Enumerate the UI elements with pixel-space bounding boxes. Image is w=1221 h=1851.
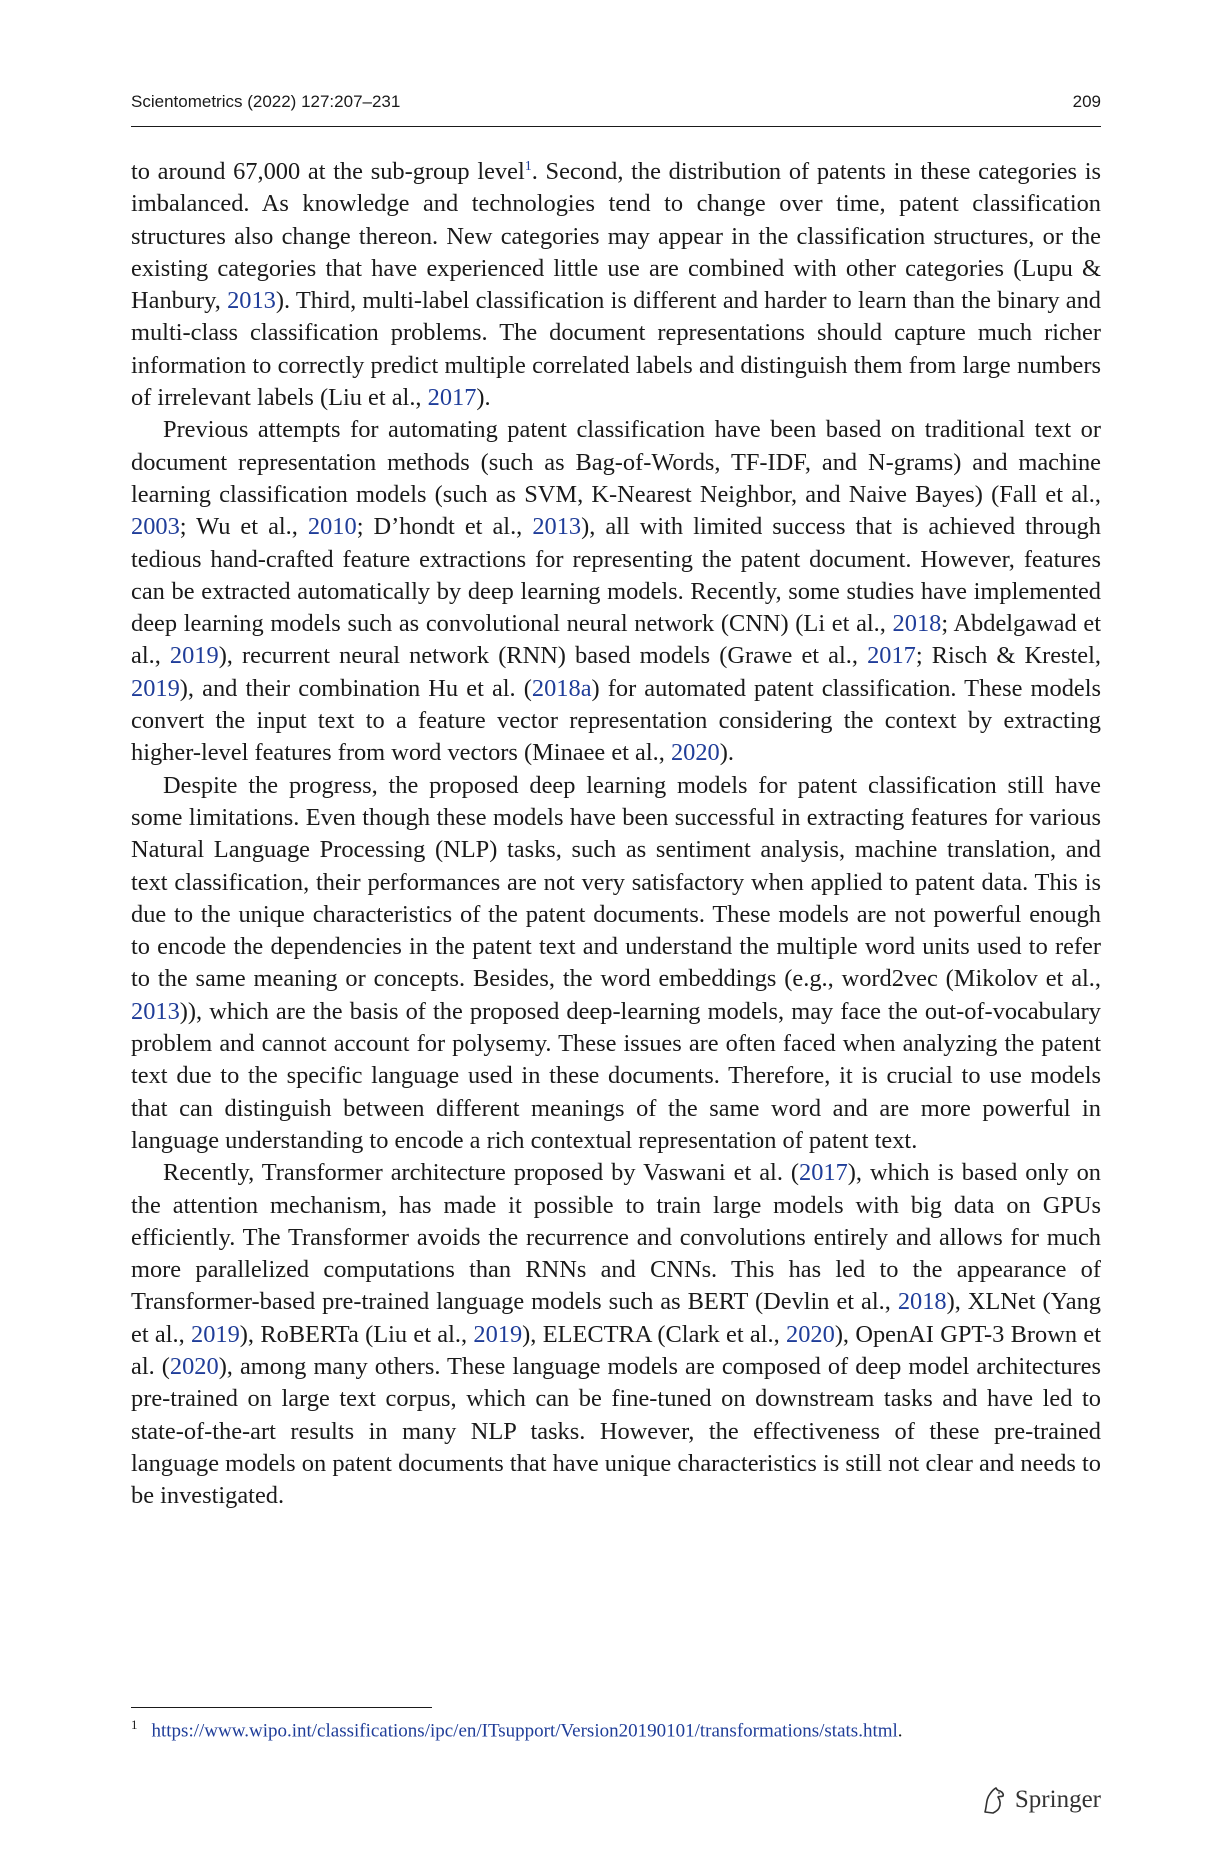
citation-link[interactable]: 2017 xyxy=(799,1159,848,1187)
citation-link[interactable]: 2020 xyxy=(670,739,720,767)
text-run: )), which are the basis of the proposed deep-learning models, may face the out-of-vocabulary problem and cannot account for polysemy. These issues are often faced when analyzing the patent text due to the specific language used in these documents. Therefore, it is crucial to use models that can distinguish between different meanings of the same word and are more powerful in language understanding to encode a rich contextual representation of patent text. xyxy=(131,997,1101,1154)
header-rule xyxy=(131,126,1101,127)
citation-link[interactable]: 2003 xyxy=(131,513,180,541)
text-run: ), OpenAI GPT-3 Brown et al. ( xyxy=(131,1320,1101,1380)
body-paragraph xyxy=(131,770,1101,1158)
citation-link[interactable]: 2013 xyxy=(131,997,180,1025)
footnote xyxy=(131,1713,1101,1743)
text-run: ), XLNet (Yang et al., xyxy=(131,1288,1102,1348)
text-run: . Second, the distribution of patents in these categories is imbalanced. As knowledge and technologies tend to change over time, patent classification structures also change thereon. New categories may appear in the classification structures, or the existing categories that have experienced little use are combined with other categories (Lupu & Hanbury, xyxy=(131,158,1101,315)
body-paragraph xyxy=(131,1157,1101,1512)
citation-link[interactable]: 2019 xyxy=(473,1320,523,1348)
text-run: Despite the progress, the proposed deep learning models for patent classification still have some limitations. Even though these models have been successful in extracting features for various Natural Language Processing (NLP) tasks, such as sentiment analysis, machine translation, and text classification, their performances are not very satisfactory when applied to patent data. This is due to the unique characteristics of the patent documents. These models are not powerful enough to encode the dependencies in the patent text and understand the multiple word units used to refer to the same meaning or concepts. Besides, the word embeddings (e.g., word2vec (Mikolov et al., xyxy=(131,771,1101,993)
citation-link[interactable]: 2019 xyxy=(169,642,219,670)
citation-link[interactable]: 2020 xyxy=(169,1352,219,1380)
article-body xyxy=(131,156,1101,1512)
text-run: Recently, Transformer architecture proposed by Vaswani et al. ( xyxy=(163,1159,800,1187)
body-paragraph xyxy=(131,414,1101,769)
text-run: ; D’hondt et al., xyxy=(356,513,533,541)
footnote-rule xyxy=(131,1707,432,1708)
springer-horse-icon xyxy=(981,1785,1007,1815)
text-run: ; Risch & Krestel, xyxy=(915,642,1101,670)
citation-link[interactable]: 2017 xyxy=(867,642,916,670)
text-run: ), RoBERTa (Liu et al., xyxy=(239,1320,474,1348)
text-run: Previous attempts for automating patent classification have been based on traditional text or document representation methods (such as Bag-of-Words, TF-IDF, and N-grams) and machine learning classification models (such as SVM, K-Nearest Neighbor, and Naive Bayes) (Fall et al., xyxy=(131,416,1101,508)
footnote-link[interactable]: https://www.wipo.int/classifications/ipc/en/ITsupport/Version20190101/transformations/stats.html xyxy=(151,1720,898,1742)
footnote-marker[interactable]: 1 xyxy=(524,158,532,174)
running-header xyxy=(131,92,1101,128)
citation-link[interactable]: 2019 xyxy=(191,1320,240,1348)
text-run: ), ELECTRA (Clark et al., xyxy=(522,1320,787,1348)
footnote-trailing: . xyxy=(897,1720,903,1742)
citation-link[interactable]: 2010 xyxy=(307,513,357,541)
text-run: ), which is based only on the attention mechanism, has made it possible to train large models with big data on GPUs efficiently. The Transformer avoids the recurrence and convolutions entirely and allows for much more parallelized computations than RNNs and CNNs. This has led to the appearance of Transformer-based pre-trained language models such as BERT (Devlin et al., xyxy=(131,1159,1101,1316)
citation-link[interactable]: 2018 xyxy=(892,610,942,638)
citation-link[interactable]: 2013 xyxy=(227,287,276,315)
text-run: ; Wu et al., xyxy=(179,513,308,541)
citation-link[interactable]: 2018 xyxy=(897,1288,947,1316)
footnote-number: 1 xyxy=(131,1717,138,1732)
citation-link[interactable]: 2013 xyxy=(532,513,582,541)
publisher-name: Springer xyxy=(1014,1786,1101,1813)
text-run: ), all with limited success that is achieved through tedious hand-crafted feature extractions for representing the patent document. However, features can be extracted automatically by deep learning models. Recently, some studies have implemented deep learning models such as convolutional neural network (CNN) (Li et al., xyxy=(131,513,1101,638)
page-number: 209 xyxy=(1072,92,1101,111)
journal-citation: Scientometrics (2022) 127:207–231 xyxy=(131,92,401,111)
text-run: ) for automated patent classification. These models convert the input text to a feature vector representation considering the context by extracting higher-level features from word vectors (Minaee et al., xyxy=(131,674,1101,767)
text-run: ), and their combination Hu et al. ( xyxy=(179,674,532,702)
body-paragraph xyxy=(131,156,1101,414)
text-run: ). xyxy=(476,384,491,412)
text-run: ), recurrent neural network (RNN) based models (Grawe et al., xyxy=(218,642,868,670)
text-run: ). xyxy=(719,739,734,767)
text-run: ; Abdelgawad et al., xyxy=(131,610,1101,670)
citation-link[interactable]: 2020 xyxy=(786,1320,835,1348)
text-run: to around 67,000 at the sub-group level xyxy=(131,158,525,185)
publisher-logo xyxy=(981,1782,1101,1818)
text-run: ). Third, multi-label classification is different and harder to learn than the binary and multi-class classification problems. The document representations should capture much richer information to correctly predict multiple correlated labels and distinguish them from large numbers of irrelevant labels (Liu et al., xyxy=(131,287,1101,412)
text-run: ), among many others. These language models are composed of deep model architectures pre-trained on large text corpus, which can be fine-tuned on downstream tasks and have led to state-of-the-art results in many NLP tasks. However, the effectiveness of these pre-trained language models on patent documents that have unique characteristics is still not clear and needs to be investigated. xyxy=(131,1352,1101,1510)
citation-link[interactable]: 2019 xyxy=(131,674,180,702)
citation-link[interactable]: 2017 xyxy=(427,384,477,412)
citation-link[interactable]: 2018a xyxy=(531,674,592,702)
